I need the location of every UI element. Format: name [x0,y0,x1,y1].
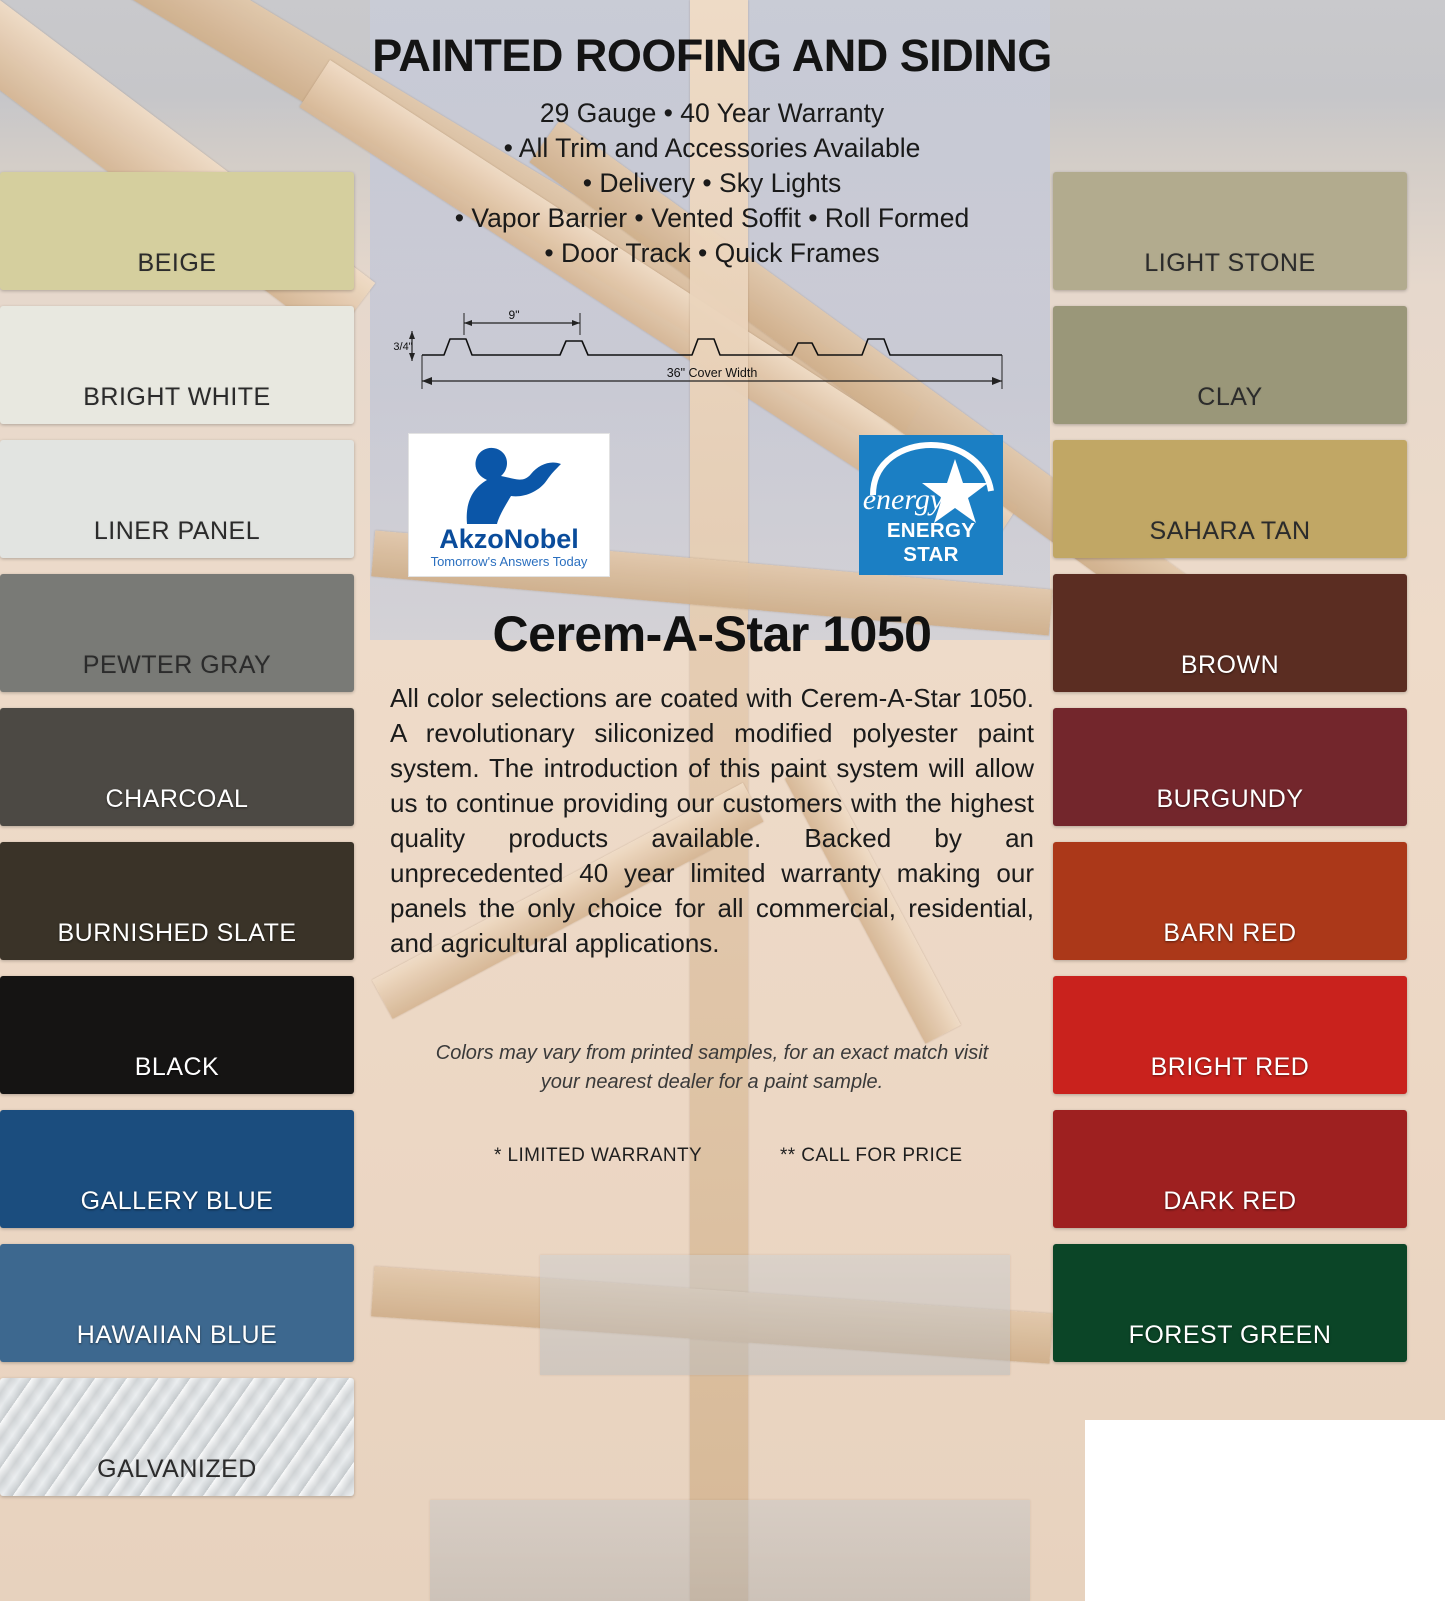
swatch-label: BARN RED [1163,919,1297,947]
swatch-beige[interactable] [0,172,354,290]
footnotes [372,1145,1052,1185]
swatch-label: HAWAIIAN BLUE [76,1321,278,1349]
floor-plate-2 [430,1500,1030,1601]
footnote-limited-warranty: * LIMITED WARRANTY [494,1145,703,1166]
swatch-label: BURGUNDY [1156,785,1304,813]
logo-row [372,433,1052,593]
feature-line: 29 Gauge • 40 Year Warranty [539,98,885,128]
swatch-dark-red[interactable] [1053,1110,1407,1228]
akzonobel-tagline: Tomorrow's Answers Today [430,554,588,569]
swatch-label: BURNISHED SLATE [57,919,297,947]
features-list [372,96,1052,271]
swatch-burgundy[interactable] [1053,708,1407,826]
swatch-bright-red[interactable] [1053,976,1407,1094]
energy-star-label: ENERGY STAR [886,519,976,566]
swatch-charcoal[interactable] [0,708,354,826]
swatch-label: BROWN [1180,651,1280,679]
swatch-label: BEIGE [137,249,217,277]
center-content [372,0,1052,1185]
swatch-label: BLACK [134,1053,220,1081]
swatch-bright-white[interactable] [0,306,354,424]
rib-height-label: 3/4" [393,341,413,353]
swatch-label: GALLERY BLUE [80,1187,274,1215]
swatch-label: CLAY [1197,383,1263,411]
feature-line: • Delivery • Sky Lights [582,168,842,198]
feature-line: • Door Track • Quick Frames [544,238,880,268]
energy-star-logo [859,435,1003,575]
footnote-call-for-price: ** CALL FOR PRICE [780,1145,963,1166]
page-title: PAINTED ROOFING AND SIDING [372,30,1052,81]
akzonobel-logo [408,433,610,577]
rib-spacing-label: 9" [508,308,520,322]
swatch-brown[interactable] [1053,574,1407,692]
swatch-clay[interactable] [1053,306,1407,424]
swatch-label: GALVANIZED [97,1455,257,1483]
swatch-label: PEWTER GRAY [82,651,272,679]
swatch-hawaiian-blue[interactable] [0,1244,354,1362]
swatch-label: BRIGHT RED [1150,1053,1310,1081]
swatch-label: LIGHT STONE [1144,249,1316,277]
energy-star-word: energy [862,483,944,516]
floor-plate [540,1255,1010,1375]
swatch-label: BRIGHT WHITE [83,383,271,411]
color-variance-disclaimer: Colors may vary from printed samples, for an exact match visit your nearest dealer for a paint sample. [435,1042,989,1093]
swatch-burnished-slate[interactable] [0,842,354,960]
swatch-black[interactable] [0,976,354,1094]
swatch-galvanized[interactable] [0,1378,354,1496]
feature-line: • Vapor Barrier • Vented Soffit • Roll Formed [454,203,970,233]
cover-width-label: 36" Cover Width [666,366,758,380]
akzonobel-figure-icon [447,440,577,526]
panel-profile-diagram [392,293,1032,413]
right-color-column [1053,172,1407,1378]
swatch-pewter-gray[interactable] [0,574,354,692]
swatch-light-stone[interactable] [1053,172,1407,290]
swatch-label: SAHARA TAN [1149,517,1311,545]
swatch-label: DARK RED [1163,1187,1297,1215]
feature-line: • All Trim and Accessories Available [503,133,921,163]
swatch-barn-red[interactable] [1053,842,1407,960]
swatch-label: LINER PANEL [93,517,261,545]
page-edge-white-area [1085,1420,1445,1601]
swatch-liner-panel[interactable] [0,440,354,558]
swatch-sahara-tan[interactable] [1053,440,1407,558]
akzonobel-wordmark: AkzoNobel [439,524,579,554]
swatch-label: CHARCOAL [105,785,249,813]
product-description: All color selections are coated with Cerem-A-Star 1050. A revolutionary siliconized modified polyester paint system. The introduction of this paint system will allow us to continue providing our customers with the highest quality products available. Backed by an unprecedented 40 year limited warranty making our panels the only choice for all commercial, residential, and agricultural applications. [390,683,1034,958]
swatch-forest-green[interactable] [1053,1244,1407,1362]
swatch-gallery-blue[interactable] [0,1110,354,1228]
left-color-column [0,172,354,1512]
product-title: Cerem-A-Star 1050 [492,606,932,662]
swatch-label: FOREST GREEN [1128,1321,1332,1349]
